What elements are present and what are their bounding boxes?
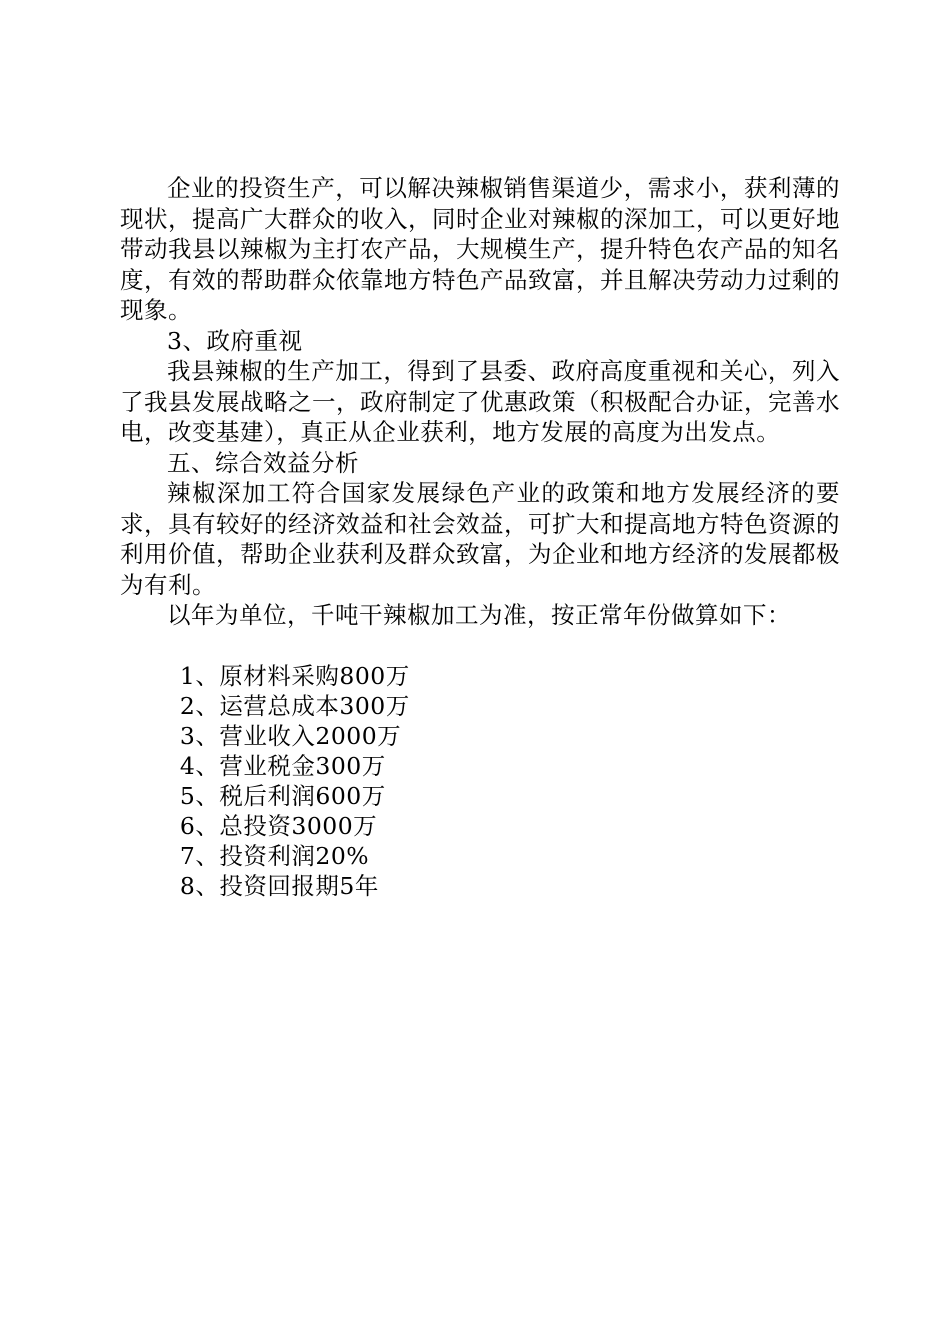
blank-line [120, 631, 840, 661]
list-item: 5、税后利润600万 [179, 781, 386, 810]
list-item: 6、总投资3000万 [179, 811, 378, 840]
document-page [120, 173, 840, 901]
financial-items-list [120, 661, 840, 901]
list-item: 4、营业税金300万 [179, 751, 386, 780]
list-item: 1、原材料采购800万 [179, 661, 410, 690]
list-item: 3、营业收入2000万 [179, 721, 402, 750]
list-item: 7、投资利润20% [179, 841, 370, 870]
section-heading-government: 3、政府重视 [167, 326, 303, 355]
paragraph-enterprise-investment: 企业的投资生产，可以解决辣椒销售渠道少，需求小，获利薄的现状，提高广大群众的收入，同时企业对辣椒的深加工，可以更好地带动我县以辣椒为主打农产品，大规模生产，提升特色农产品的知名度，有效的帮助群众依靠地方特色产品致富，并且解决劳动力过剩的现象。 [120, 174, 840, 324]
paragraph-government-support: 我县辣椒的生产加工，得到了县委、政府高度重视和关心，列入了我县发展战略之一，政府制定了优惠政策（积极配合办证，完善水电，改变基建），真正从企业获利，地方发展的高度为出发点。 [120, 357, 840, 446]
paragraph-calculation-basis: 以年为单位，千吨干辣椒加工为准，按正常年份做算如下： [167, 601, 791, 629]
paragraph-benefit-analysis: 辣椒深加工符合国家发展绿色产业的政策和地方发展经济的要求，具有较好的经济效益和社会效益，可扩大和提高地方特色资源的利用价值，帮助企业获利及群众致富，为企业和地方经济的发展都极为有利。 [120, 479, 840, 599]
section-heading-benefit-analysis: 五、综合效益分析 [167, 448, 359, 477]
list-item: 2、运营总成本300万 [179, 691, 410, 720]
list-item: 8、投资回报期5年 [179, 871, 379, 900]
